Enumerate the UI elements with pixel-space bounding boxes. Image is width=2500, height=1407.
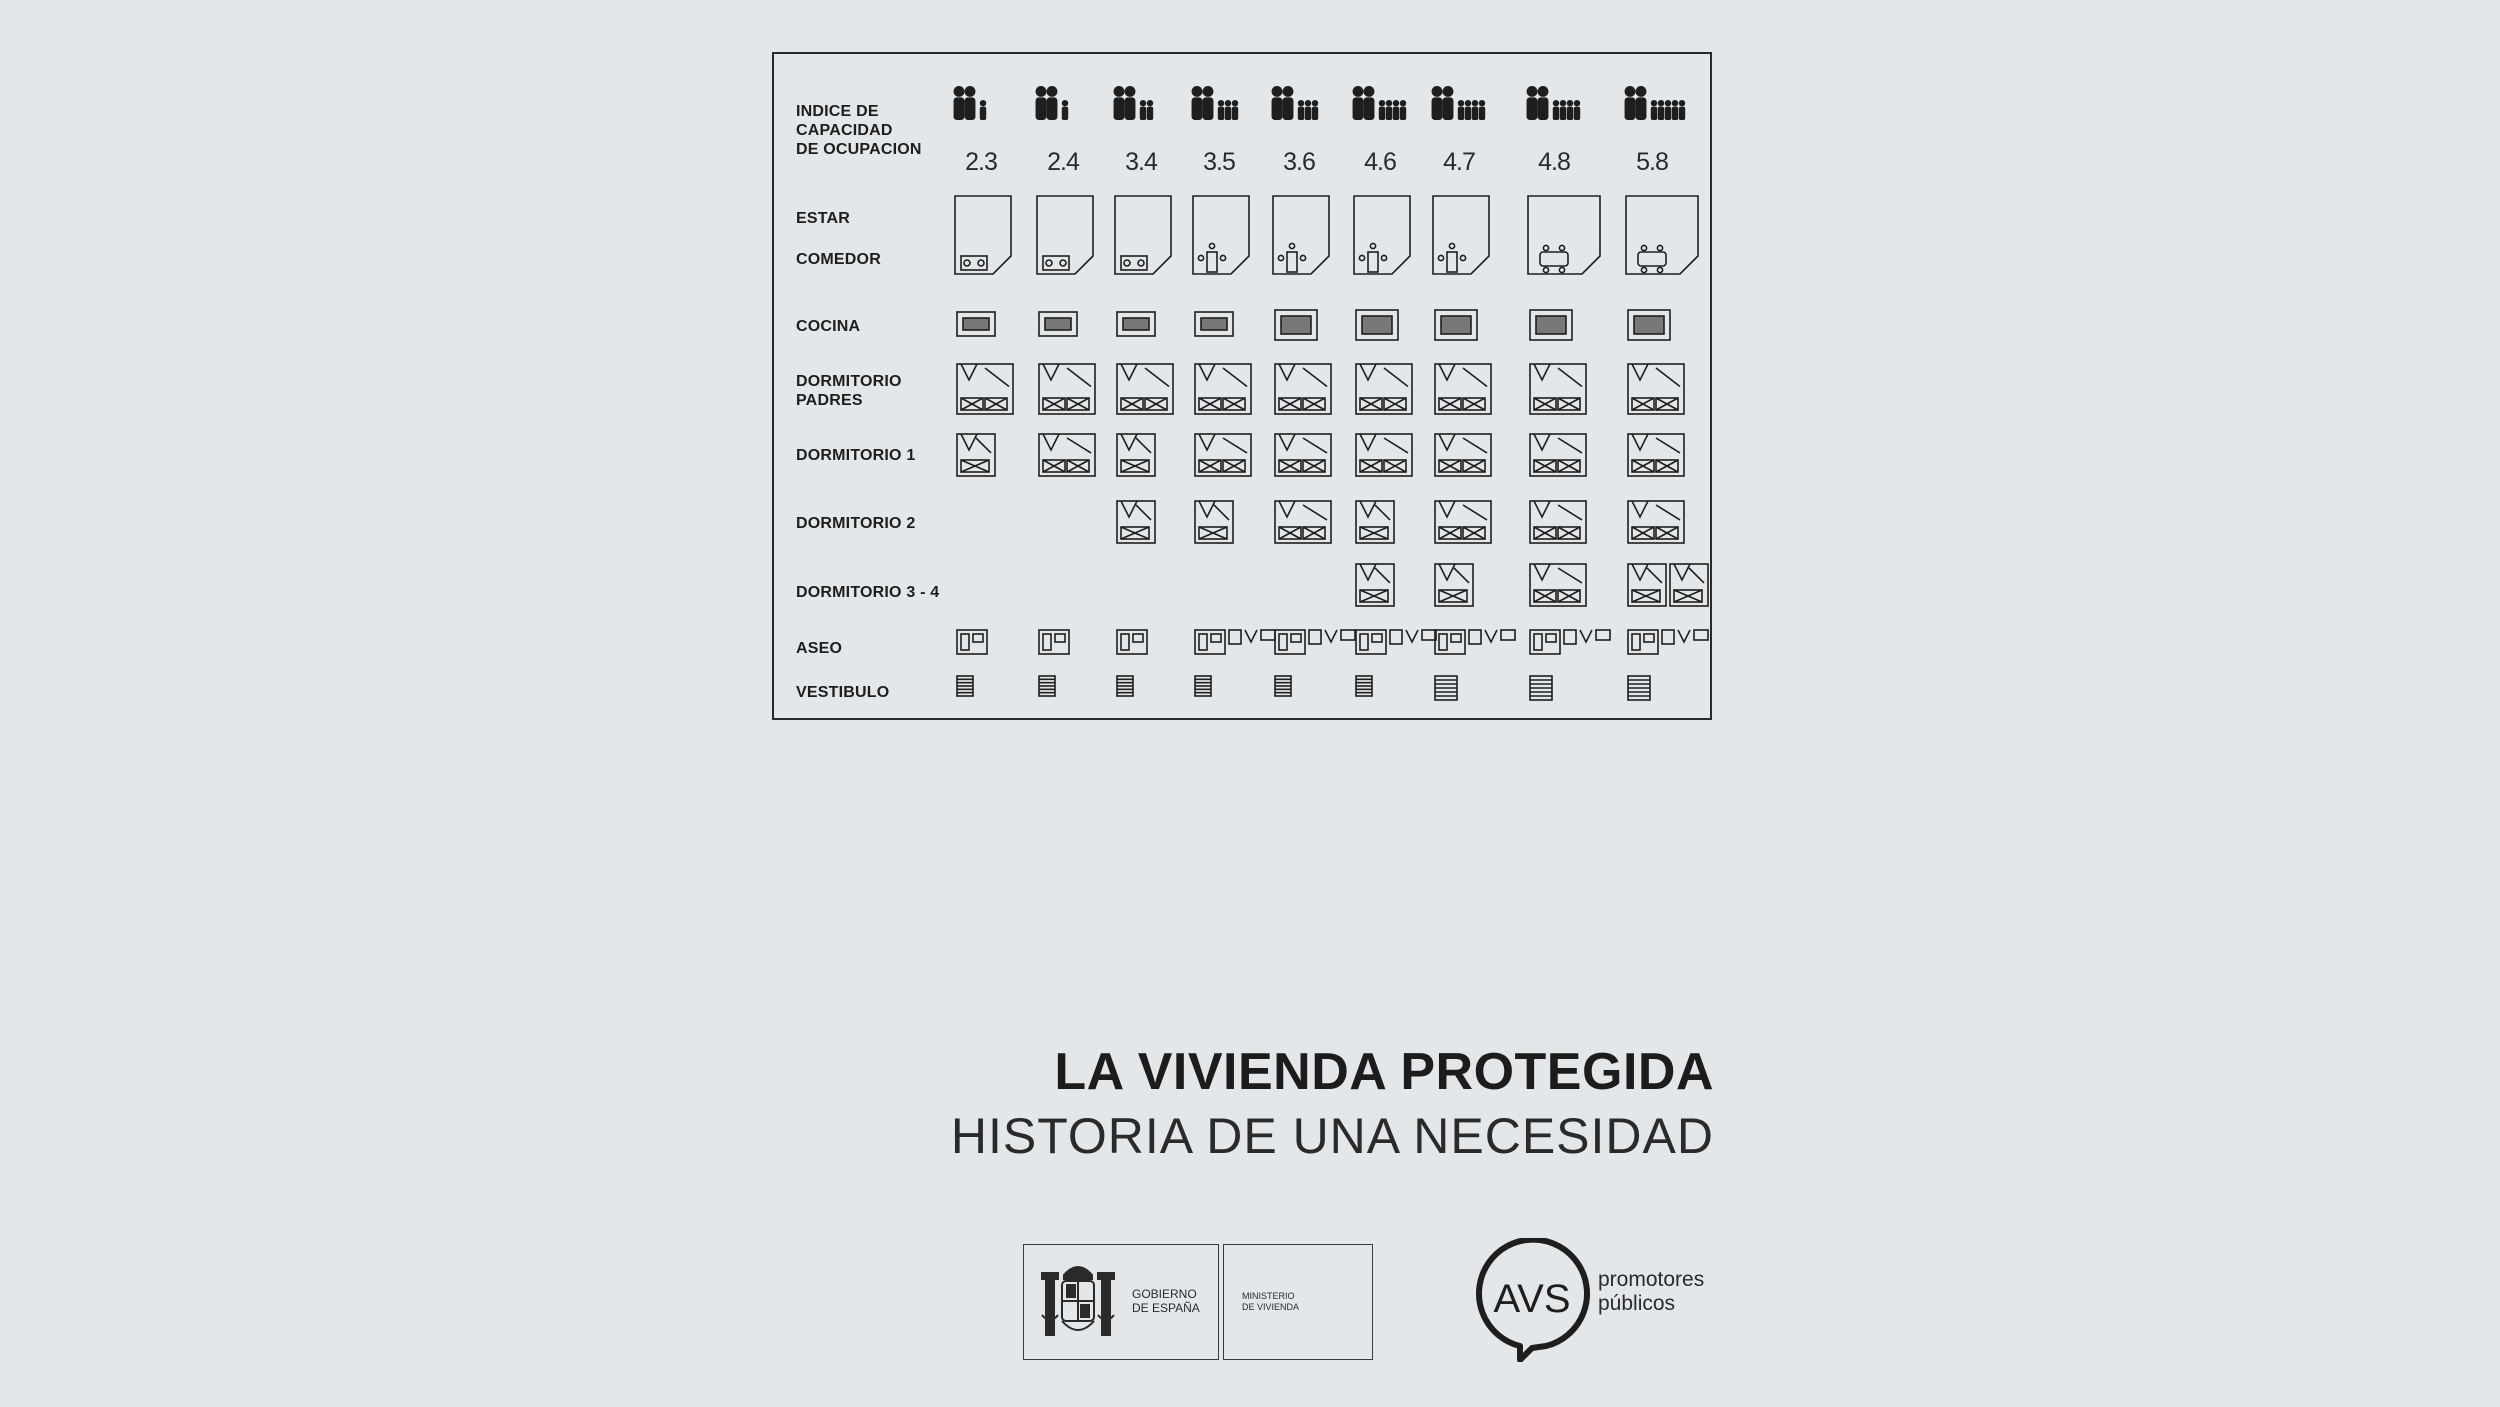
ministerio-text: MINISTERIO DE VIVIENDA bbox=[1242, 1291, 1300, 1312]
row-label-comedor: COMEDOR bbox=[796, 251, 881, 268]
ministerio-box bbox=[1223, 1244, 1373, 1360]
estar-comedor-plan bbox=[1626, 196, 1698, 274]
people-icon bbox=[1114, 86, 1154, 120]
people-icon bbox=[954, 86, 987, 120]
aseo-plan bbox=[1117, 630, 1147, 654]
title-subtitle: HISTORIA DE UNA NECESIDAD bbox=[950, 1108, 1714, 1164]
floorplan-icons bbox=[774, 54, 1714, 722]
dormitorio-padres-plan bbox=[1435, 364, 1491, 414]
gobierno-espana-logo bbox=[1023, 1244, 1373, 1360]
dormitorio-1-plan bbox=[1195, 434, 1251, 476]
dormitorio-1-plan bbox=[1117, 434, 1155, 476]
dormitorio-padres-plan bbox=[1039, 364, 1095, 414]
row-label-vestibulo: VESTIBULO bbox=[796, 684, 890, 701]
cocina-plan bbox=[1435, 310, 1477, 340]
estar-comedor-plan bbox=[1193, 196, 1249, 274]
dormitorio-1-plan bbox=[1275, 434, 1331, 476]
dormitorio-3-4-plan bbox=[1530, 564, 1586, 606]
cocina-plan bbox=[1356, 310, 1398, 340]
capacity-index-value: 3.5 bbox=[1203, 148, 1235, 176]
people-icon bbox=[1192, 86, 1239, 120]
capacity-index-value: 2.4 bbox=[1047, 148, 1079, 176]
dormitorio-padres-plan bbox=[1356, 364, 1412, 414]
capacity-index-value: 4.8 bbox=[1538, 148, 1570, 176]
dormitorio-2-plan bbox=[1435, 501, 1491, 543]
row-label-dormitorio-2: DORMITORIO 2 bbox=[796, 515, 916, 532]
capacity-index-value: 4.7 bbox=[1443, 148, 1475, 176]
dormitorio-3-4-plan bbox=[1628, 564, 1708, 606]
title-main: LA VIVIENDA PROTEGIDA bbox=[1054, 1043, 1714, 1101]
aseo-plan bbox=[1275, 630, 1355, 654]
vestibulo-plan bbox=[1195, 676, 1211, 696]
estar-comedor-plan bbox=[955, 196, 1011, 274]
people-icon bbox=[1036, 86, 1069, 120]
dormitorio-padres-plan bbox=[1628, 364, 1684, 414]
estar-comedor-plan bbox=[1115, 196, 1171, 274]
capacity-index-value: 3.6 bbox=[1283, 148, 1315, 176]
vestibulo-plan bbox=[1530, 676, 1552, 700]
estar-comedor-plan bbox=[1528, 196, 1600, 274]
dormitorio-2-plan bbox=[1356, 501, 1394, 543]
people-icon bbox=[1272, 86, 1319, 120]
aseo-plan bbox=[1039, 630, 1069, 654]
dormitorio-1-plan bbox=[1530, 434, 1586, 476]
coat-of-arms-icon bbox=[1038, 1255, 1118, 1351]
vestibulo-plan bbox=[957, 676, 973, 696]
dormitorio-2-plan bbox=[1628, 501, 1684, 543]
header-label-capacity-index: INDICE DE CAPACIDAD DE OCUPACION bbox=[796, 103, 922, 158]
avs-tagline: promotores públicos bbox=[1598, 1268, 1705, 1315]
estar-comedor-plan bbox=[1433, 196, 1489, 274]
cocina-plan bbox=[1628, 310, 1670, 340]
capacity-index-value: 5.8 bbox=[1636, 148, 1668, 176]
dormitorio-1-plan bbox=[1628, 434, 1684, 476]
cocina-plan bbox=[1039, 312, 1077, 336]
aseo-plan bbox=[1435, 630, 1515, 654]
dormitorio-1-plan bbox=[1039, 434, 1095, 476]
dormitorio-3-4-plan bbox=[1435, 564, 1473, 606]
dormitorio-padres-plan bbox=[1117, 364, 1173, 414]
row-label-dormitorio-padres: DORMITORIO PADRES bbox=[796, 373, 902, 409]
row-label-aseo: ASEO bbox=[796, 640, 843, 657]
people-icon bbox=[1527, 86, 1581, 120]
capacity-index-value: 2.3 bbox=[965, 148, 997, 176]
vestibulo-plan bbox=[1275, 676, 1291, 696]
capacity-index-value: 4.6 bbox=[1364, 148, 1396, 176]
row-label-cocina: COCINA bbox=[796, 318, 861, 335]
people-icon bbox=[1432, 86, 1486, 120]
avs-mark-text: AVS bbox=[1493, 1277, 1571, 1321]
estar-comedor-plan bbox=[1037, 196, 1093, 274]
row-label-dormitorio-1: DORMITORIO 1 bbox=[796, 447, 916, 464]
vestibulo-plan bbox=[1435, 676, 1457, 700]
dormitorio-2-plan bbox=[1530, 501, 1586, 543]
dormitorio-1-plan bbox=[1356, 434, 1412, 476]
dormitorio-2-plan bbox=[1195, 501, 1233, 543]
cocina-plan bbox=[1195, 312, 1233, 336]
dormitorio-2-plan bbox=[1275, 501, 1331, 543]
dormitorio-padres-plan bbox=[957, 364, 1013, 414]
dormitorio-2-plan bbox=[1117, 501, 1155, 543]
estar-comedor-plan bbox=[1354, 196, 1410, 274]
vestibulo-plan bbox=[1039, 676, 1055, 696]
gobierno-text: GOBIERNO DE ESPAÑA bbox=[1132, 1287, 1200, 1315]
dormitorio-3-4-plan bbox=[1356, 564, 1394, 606]
row-label-dormitorio-3-4: DORMITORIO 3 - 4 bbox=[796, 584, 940, 601]
title-block bbox=[951, 1040, 1714, 1168]
aseo-plan bbox=[957, 630, 987, 654]
gobierno-box bbox=[1023, 1244, 1219, 1360]
aseo-plan bbox=[1356, 630, 1436, 654]
cocina-plan bbox=[957, 312, 995, 336]
dormitorio-1-plan bbox=[1435, 434, 1491, 476]
people-icon bbox=[1353, 86, 1407, 120]
cocina-plan bbox=[1275, 310, 1317, 340]
cocina-plan bbox=[1530, 310, 1572, 340]
aseo-plan bbox=[1195, 630, 1275, 654]
vestibulo-plan bbox=[1356, 676, 1372, 696]
avs-logo bbox=[1470, 1238, 1720, 1360]
vestibulo-plan bbox=[1628, 676, 1650, 700]
row-label-estar: ESTAR bbox=[796, 210, 851, 227]
dormitorio-padres-plan bbox=[1275, 364, 1331, 414]
dormitorio-1-plan bbox=[957, 434, 995, 476]
dormitorio-padres-plan bbox=[1195, 364, 1251, 414]
avs-mark-icon bbox=[1470, 1238, 1594, 1362]
people-icon bbox=[1625, 86, 1686, 120]
estar-comedor-plan bbox=[1273, 196, 1329, 274]
dormitorio-padres-plan bbox=[1530, 364, 1586, 414]
vestibulo-plan bbox=[1117, 676, 1133, 696]
housing-capacity-diagram bbox=[772, 52, 1712, 720]
cocina-plan bbox=[1117, 312, 1155, 336]
aseo-plan bbox=[1530, 630, 1610, 654]
capacity-index-value: 3.4 bbox=[1125, 148, 1157, 176]
aseo-plan bbox=[1628, 630, 1708, 654]
